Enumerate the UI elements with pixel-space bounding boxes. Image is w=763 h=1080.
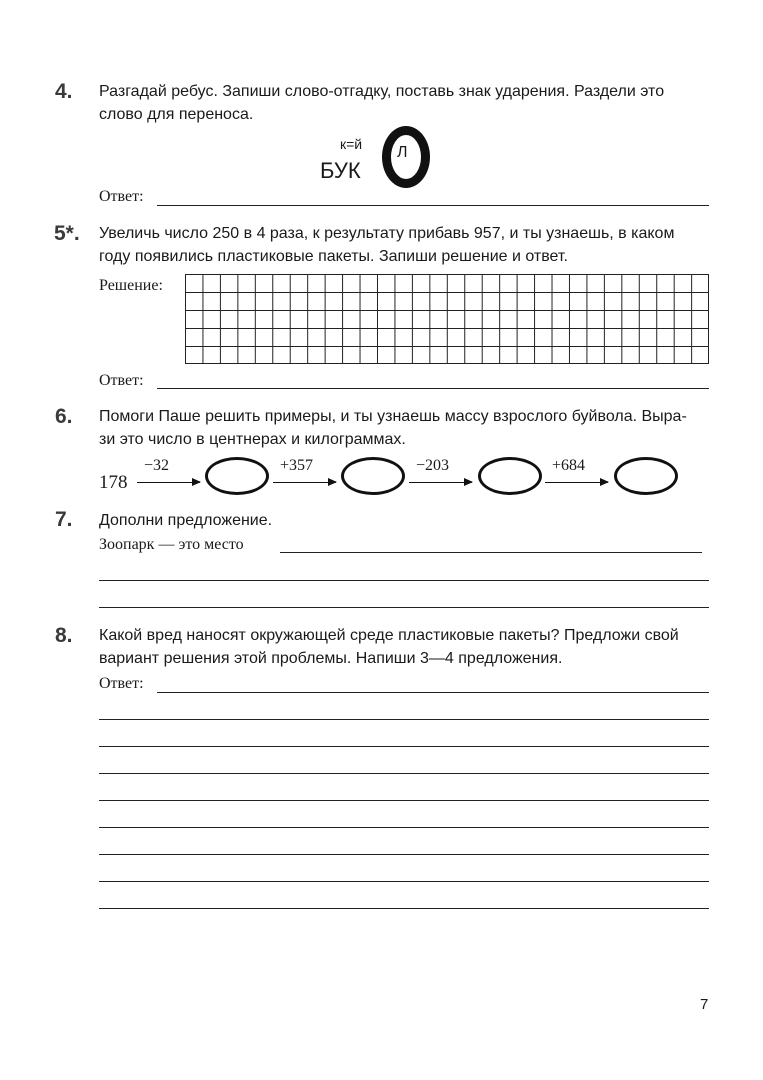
- solution-grid[interactable]: [185, 274, 709, 364]
- task7-line-2[interactable]: [99, 580, 709, 581]
- task4-number: 4.: [55, 80, 73, 103]
- task8-answer-line[interactable]: [157, 692, 709, 693]
- task4-text-line2: слово для переноса.: [99, 106, 254, 123]
- rebus-inner-letter: Л: [397, 144, 408, 161]
- arrow-1: [137, 482, 200, 483]
- task6-number: 6.: [55, 405, 73, 428]
- rebus-hint: к=й: [340, 136, 363, 152]
- task5-solution-label: Решение:: [99, 277, 163, 294]
- rebus-word: БУК: [320, 158, 361, 183]
- arrow-4: [545, 482, 608, 483]
- task5-answer-label: Ответ:: [99, 372, 144, 389]
- task8-answer-label: Ответ:: [99, 675, 144, 692]
- task7-line-1[interactable]: [280, 552, 702, 553]
- answer-oval-4[interactable]: [614, 457, 678, 495]
- task8-line-8[interactable]: [99, 881, 709, 882]
- arrow-3: [409, 482, 472, 483]
- task7-sentence-start: Зоопарк — это место: [99, 536, 244, 553]
- task8-line-6[interactable]: [99, 827, 709, 828]
- task7-number: 7.: [55, 508, 73, 531]
- task7-line-3[interactable]: [99, 607, 709, 608]
- task8-number: 8.: [55, 624, 73, 647]
- arrow-2: [273, 482, 336, 483]
- task5-number: 5*.: [54, 222, 80, 245]
- operation-2: +357: [280, 457, 314, 474]
- task7-text: Дополни предложение.: [99, 512, 273, 529]
- operation-1: −32: [144, 457, 170, 474]
- rebus-puzzle: [318, 128, 438, 190]
- task8-line-5[interactable]: [99, 800, 709, 801]
- task8-line-7[interactable]: [99, 854, 709, 855]
- answer-oval-2[interactable]: [341, 457, 405, 495]
- operation-4: +684: [552, 457, 586, 474]
- task8-line-9[interactable]: [99, 908, 709, 909]
- task8-line-3[interactable]: [99, 746, 709, 747]
- task4-text-line1: Разгадай ребус. Запиши слово-отгадку, поставь знак ударения. Раздели это: [99, 83, 665, 100]
- task8-text-line2: вариант решения этой проблемы. Напиши 3—4 предложения.: [99, 650, 563, 667]
- task4-answer-label: Ответ:: [99, 188, 144, 205]
- task6-text-line1: Помоги Паше решить примеры, и ты узнаешь массу взрослого буйвола. Выра-: [99, 408, 687, 425]
- answer-oval-1[interactable]: [205, 457, 269, 495]
- task8-text-line1: Какой вред наносят окружающей среде пластиковые пакеты? Предложи свой: [99, 627, 679, 644]
- answer-oval-3[interactable]: [478, 457, 542, 495]
- task8-line-2[interactable]: [99, 719, 709, 720]
- page-number: 7: [700, 996, 709, 1013]
- task6-text-line2: зи это число в центнерах и килограммах.: [99, 431, 406, 448]
- chain-start-value: 178: [99, 472, 128, 493]
- task5-text-line1: Увеличь число 250 в 4 раза, к результату прибавь 957, и ты узнаешь, в каком: [99, 225, 675, 242]
- task5-answer-line[interactable]: [157, 388, 709, 389]
- operation-3: −203: [416, 457, 450, 474]
- task5-text-line2: году появились пластиковые пакеты. Запиши решение и ответ.: [99, 248, 568, 265]
- task4-answer-line[interactable]: [157, 205, 709, 206]
- task8-line-4[interactable]: [99, 773, 709, 774]
